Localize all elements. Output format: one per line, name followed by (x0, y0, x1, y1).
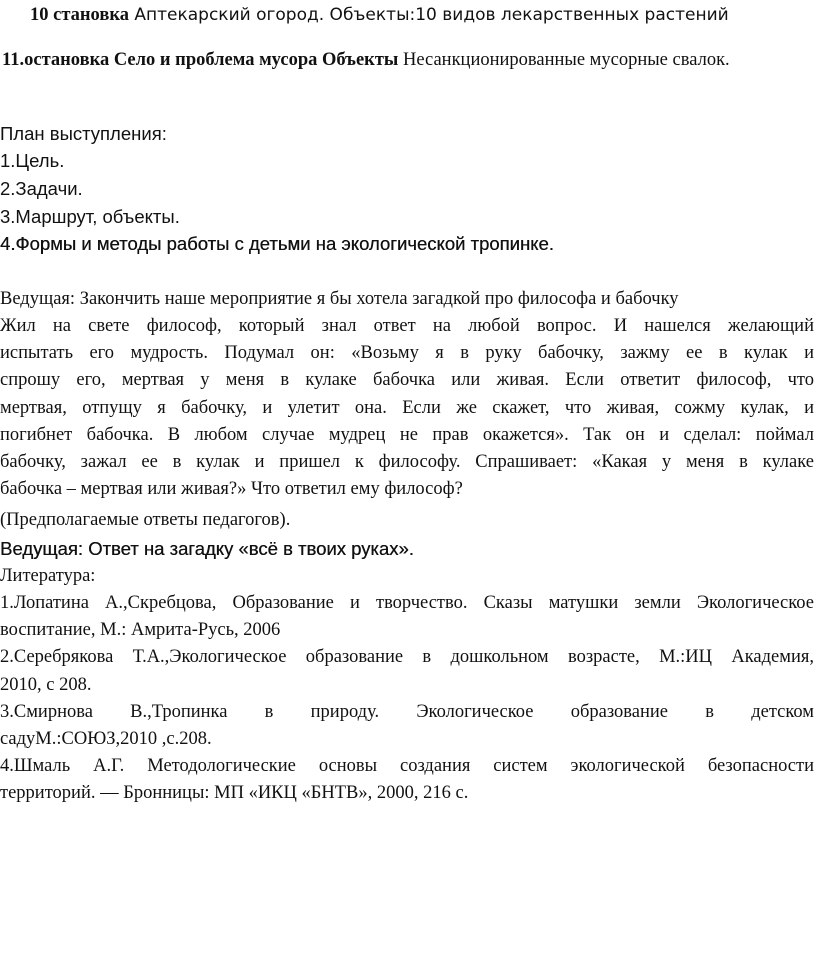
riddle-line: бабочку, зажал ее в кулак и пришел к философу. Спрашивает: «Какая у меня в кулаке (0, 452, 814, 473)
plan-item: 2.Задачи. (0, 178, 83, 199)
literature-ref: 2.Серебрякова Т.А.,Экологическое образование в дошкольном возрасте, М.:ИЦ Академия, (0, 647, 814, 668)
riddle-line: бабочка – мертвая или живая?» Что ответил ему философ? (0, 479, 463, 500)
riddle-text (0, 313, 814, 503)
literature-ref: 1.Лопатина А.,Скребцова, Образование и творчество. Сказы матушки земли Экологическое (0, 593, 814, 613)
riddle-line: мертвая, отпущу я бабочку, и улетит она. Если же скажет, что живая, сожму кулак, и (0, 397, 814, 418)
stop-11-text: Несанкционированные мусорные свалок. (398, 50, 730, 70)
riddle-line: погибнет бабочка. В любом случае мудрец не прав окажется». Так он и сделал: поймал (0, 424, 814, 445)
literature-ref-cont: садуМ.:СОЮЗ,2010 ,с.208. (0, 729, 212, 750)
plan-title: План выступления: (0, 123, 167, 144)
literature-list (0, 590, 814, 808)
stop-10-line (30, 2, 729, 28)
stop-11-label: 11.остановка Село и проблема мусора Объекты (2, 50, 399, 70)
plan-item: 3.Маршрут, объекты. (0, 206, 180, 227)
literature-ref-cont: 2010, с 208. (0, 674, 92, 695)
literature-ref: 3.Смирнова В.,Тропинка в природу. Экологическое образование в детском (0, 701, 814, 722)
plan-item: 1.Цель. (0, 150, 65, 171)
stop-10-text: Аптекарский огород. Объекты:10 видов лекарственных растений (128, 5, 729, 25)
literature-ref: 4.Шмаль А.Г. Методологические основы создания систем экологической безопасности (0, 756, 814, 777)
riddle-line: испытать его мудрость. Подумал он: «Возьму я в руку бабочку, зажму ее в кулак и (0, 343, 814, 364)
riddle-line: спрошу его, мертвая у меня в кулаке бабочка или живая. Если ответит философ, что (0, 370, 814, 391)
literature-ref-cont: воспитание, М.: Амрита-Русь, 2006 (0, 620, 281, 641)
plan-item: 4.Формы и методы работы с детьми на экологической тропинке. (0, 233, 554, 254)
literature-title: Литература: (0, 566, 96, 586)
literature-ref-cont: территорий. — Бронницы: МП «ИКЦ «БНТВ», 2000, 216 с. (0, 783, 469, 804)
expected-answers: (Предполагаемые ответы педагогов). (0, 510, 291, 530)
riddle-line: Жил на свете философ, который знал ответ на любой вопрос. И нашелся желающий (0, 316, 814, 336)
riddle-answer: Ведущая: Ответ на загадку «всё в твоих руках». (0, 538, 414, 559)
riddle-intro: Ведущая: Закончить наше мероприятие я бы хотела загадкой про философа и бабочку (0, 289, 679, 309)
stop-11-line (2, 47, 730, 73)
stop-10-label: 10 становка (30, 5, 129, 25)
